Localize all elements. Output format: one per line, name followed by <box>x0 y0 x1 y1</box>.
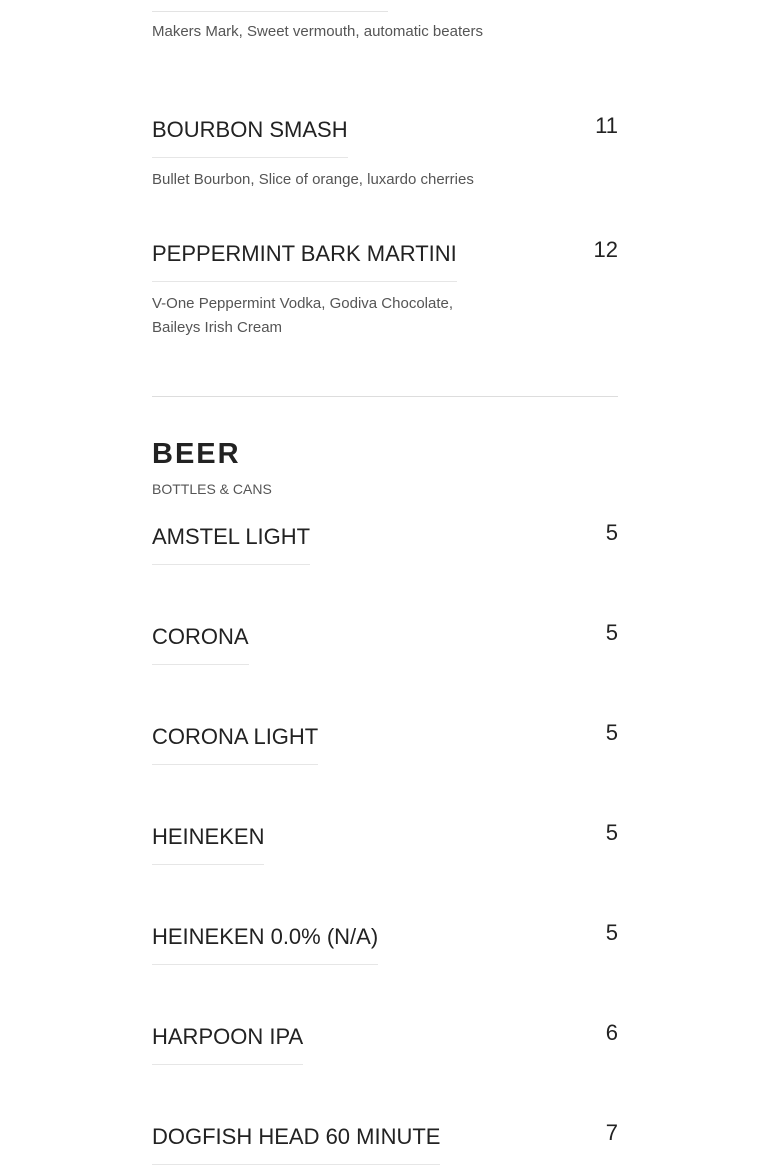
item-name: HEINEKEN <box>152 824 264 865</box>
item-name: CORONA <box>152 624 249 665</box>
item-price: 5 <box>605 820 618 845</box>
item-name: BOURBON SMASH <box>152 117 348 158</box>
section-divider <box>152 396 618 397</box>
item-name: PEPPERMINT BARK MARTINI <box>152 241 457 282</box>
item-name: HEINEKEN 0.0% (N/A) <box>152 924 378 965</box>
item-price: 5 <box>605 620 618 645</box>
item-description: V-One Peppermint Vodka, Godiva Chocolate, Baileys Irish Cream <box>152 295 454 336</box>
item-name: AMSTEL LIGHT <box>152 524 310 565</box>
item-price: 11 <box>595 113 618 138</box>
section-subtitle: BOTTLES & CANS <box>152 481 272 497</box>
item-price: 12 <box>593 237 618 262</box>
item-price: 5 <box>605 720 618 745</box>
item-price: 6 <box>605 1020 618 1045</box>
partial-item-underline <box>152 11 388 12</box>
item-price: 5 <box>605 520 618 545</box>
item-name: HARPOON IPA <box>152 1024 303 1065</box>
item-name: CORONA LIGHT <box>152 724 318 765</box>
partial-item-description: Makers Mark, Sweet vermouth, automatic beaters <box>152 23 483 40</box>
item-name: DOGFISH HEAD 60 MINUTE <box>152 1124 440 1165</box>
item-price: 7 <box>605 1120 618 1145</box>
item-description: Bullet Bourbon, Slice of orange, luxardo cherries <box>152 171 474 188</box>
item-price: 5 <box>605 920 618 945</box>
section-title: BEER <box>152 438 241 470</box>
